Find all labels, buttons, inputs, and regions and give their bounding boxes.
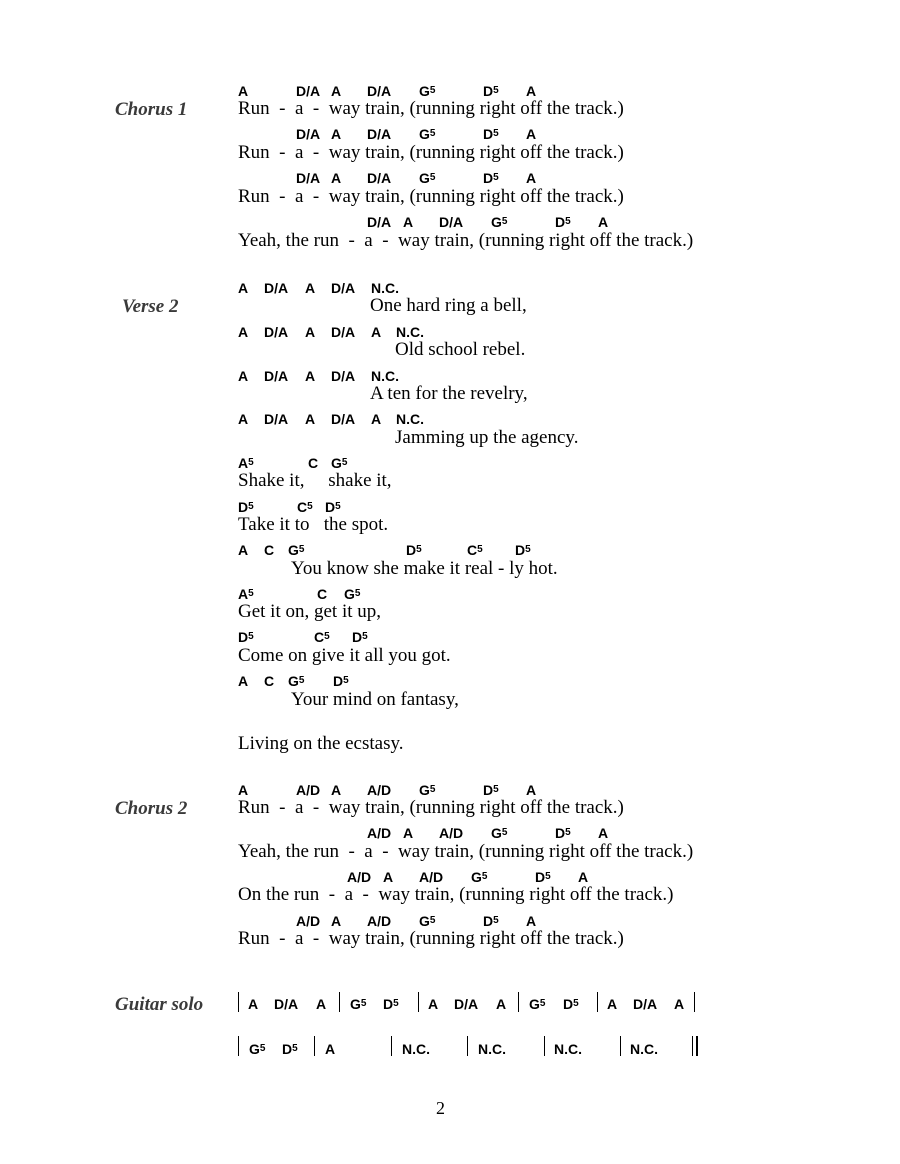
- bar-line: [391, 1036, 392, 1056]
- chord: A: [403, 214, 414, 230]
- chord: D/A: [296, 126, 321, 142]
- chord: $D^5$: [535, 869, 551, 885]
- chord: A/D: [419, 869, 444, 885]
- bar-line: [544, 1036, 545, 1056]
- final-bar-line: [692, 1036, 693, 1056]
- chord: A: [674, 996, 685, 1012]
- lyric-line: Your mind on fantasy,: [291, 689, 459, 710]
- chord: $D^5$: [555, 214, 571, 230]
- lyric-line: Run - a - way train, (running right off the track.): [238, 797, 624, 818]
- chord: D/A: [264, 280, 289, 296]
- bar-line: [418, 992, 419, 1012]
- chord: A: [526, 913, 537, 929]
- chord: A: [248, 996, 259, 1012]
- chord: A: [305, 411, 316, 427]
- chord: $G^5$: [288, 673, 305, 689]
- chord: A/D: [296, 782, 321, 798]
- chord: A: [238, 542, 249, 558]
- bar-line: [238, 1036, 239, 1056]
- lyric-line: Shake it, shake it,: [238, 470, 392, 491]
- chord: A: [316, 996, 327, 1012]
- chord: A: [238, 411, 249, 427]
- chord: $D^5$: [383, 996, 399, 1012]
- chord: $C^5$: [314, 629, 330, 645]
- chord: $D^5$: [515, 542, 531, 558]
- chord: C: [308, 455, 319, 471]
- chord: N.C.: [630, 1041, 658, 1057]
- chord: A: [238, 83, 249, 99]
- section-label-guitar-solo: Guitar solo: [115, 994, 204, 1015]
- chord: $D^5$: [352, 629, 368, 645]
- lyric-line: Run - a - way train, (running right off the track.): [238, 186, 624, 207]
- chord: $D^5$: [325, 499, 341, 515]
- section-label-verse-2: Verse 2: [122, 296, 179, 317]
- chord: A: [526, 83, 537, 99]
- chord: $G^5$: [419, 126, 436, 142]
- chord: D/A: [296, 83, 321, 99]
- chord: A: [238, 280, 249, 296]
- chord: A: [496, 996, 507, 1012]
- chord: $D^5$: [483, 170, 499, 186]
- chord: A/D: [367, 913, 392, 929]
- section-label-chorus-1: Chorus 1: [115, 99, 188, 120]
- lyric-line: Get it on, get it up,: [238, 601, 382, 622]
- chord: $D^5$: [483, 126, 499, 142]
- chord: $D^5$: [483, 782, 499, 798]
- lyric-line: On the run - a - way train, (running right off the track.): [238, 884, 674, 905]
- chord: $G^5$: [491, 214, 508, 230]
- chord: A: [578, 869, 589, 885]
- chord: A: [331, 913, 342, 929]
- chord: N.C.: [554, 1041, 582, 1057]
- chord: $G^5$: [529, 996, 546, 1012]
- chord: D/A: [264, 324, 289, 340]
- chord: $C^5$: [297, 499, 313, 515]
- chord: $D^5$: [333, 673, 349, 689]
- chord: D/A: [296, 170, 321, 186]
- chord: A: [403, 825, 414, 841]
- chord: $G^5$: [249, 1041, 266, 1057]
- chord: A: [598, 214, 609, 230]
- lyric-line: Living on the ecstasy.: [238, 733, 404, 754]
- chord: D/A: [367, 214, 392, 230]
- chord: A: [383, 869, 394, 885]
- lyric-line: One hard ring a bell,: [370, 295, 527, 316]
- lyric-line: Come on give it all you got.: [238, 645, 451, 666]
- chord: N.C.: [478, 1041, 506, 1057]
- chord: A: [607, 996, 618, 1012]
- chord: $G^5$: [288, 542, 305, 558]
- chord: A: [331, 83, 342, 99]
- bar-line: [597, 992, 598, 1012]
- lyric-line: Run - a - way train, (running right off the track.): [238, 928, 624, 949]
- chord: D/A: [633, 996, 658, 1012]
- chord: $D^5$: [238, 629, 254, 645]
- chord: N.C.: [371, 368, 399, 384]
- chord: D/A: [331, 368, 356, 384]
- chord: D/A: [264, 368, 289, 384]
- chord: A: [371, 324, 382, 340]
- chord: A: [238, 368, 249, 384]
- chord: $A^5$: [238, 586, 254, 602]
- lyric-line: Old school rebel.: [395, 339, 526, 360]
- chord: $G^5$: [491, 825, 508, 841]
- chord: $D^5$: [483, 83, 499, 99]
- lyric-line: A ten for the revelry,: [370, 383, 528, 404]
- bar-line: [694, 992, 695, 1012]
- chord: D/A: [331, 411, 356, 427]
- chord: A: [305, 280, 316, 296]
- page-number: 2: [436, 1098, 445, 1118]
- chord: A: [331, 170, 342, 186]
- chord: $G^5$: [344, 586, 361, 602]
- bar-line: [620, 1036, 621, 1056]
- chord: D/A: [264, 411, 289, 427]
- chord: A: [526, 126, 537, 142]
- chord: $G^5$: [419, 83, 436, 99]
- chord: A/D: [347, 869, 372, 885]
- bar-line: [467, 1036, 468, 1056]
- chord: $G^5$: [331, 455, 348, 471]
- chord: $G^5$: [419, 913, 436, 929]
- chord: A/D: [439, 825, 464, 841]
- chord: D/A: [331, 324, 356, 340]
- chord: A/D: [367, 782, 392, 798]
- chord: N.C.: [396, 324, 424, 340]
- chord: A: [526, 170, 537, 186]
- lyric-line: You know she make it real - ly hot.: [291, 558, 558, 579]
- chord: $G^5$: [471, 869, 488, 885]
- bar-line: [339, 992, 340, 1012]
- chord: A: [598, 825, 609, 841]
- bar-line: [238, 992, 239, 1012]
- chord: A/D: [296, 913, 321, 929]
- chord: C: [264, 542, 275, 558]
- chord: A: [325, 1041, 336, 1057]
- chord: C: [317, 586, 328, 602]
- chord: D/A: [367, 170, 392, 186]
- chord: D/A: [274, 996, 299, 1012]
- chord: A: [305, 324, 316, 340]
- chord: $D^5$: [563, 996, 579, 1012]
- chord: $D^5$: [483, 913, 499, 929]
- chord: A: [331, 126, 342, 142]
- chord: D/A: [331, 280, 356, 296]
- bar-line: [314, 1036, 315, 1056]
- chord: $D^5$: [238, 499, 254, 515]
- chord: A: [428, 996, 439, 1012]
- lyric-line: Take it to the spot.: [238, 514, 389, 535]
- chord: A: [238, 673, 249, 689]
- chord: N.C.: [402, 1041, 430, 1057]
- chord: D/A: [439, 214, 464, 230]
- lyric-line: Run - a - way train, (running right off the track.): [238, 98, 624, 119]
- final-bar-line: [696, 1036, 698, 1056]
- chord: D/A: [367, 126, 392, 142]
- chord: A: [526, 782, 537, 798]
- chord: A: [238, 324, 249, 340]
- chord: $G^5$: [419, 782, 436, 798]
- section-label-chorus-2: Chorus 2: [115, 798, 188, 819]
- chord: A: [238, 782, 249, 798]
- chord: $D^5$: [406, 542, 422, 558]
- bar-line: [518, 992, 519, 1012]
- chord: $A^5$: [238, 455, 254, 471]
- lyric-line: Run - a - way train, (running right off the track.): [238, 142, 624, 163]
- lyric-line: Yeah, the run - a - way train, (running right off the track.): [238, 841, 694, 862]
- chord: $C^5$: [467, 542, 483, 558]
- lyric-line: Yeah, the run - a - way train, (running right off the track.): [238, 230, 694, 251]
- chord: A/D: [367, 825, 392, 841]
- chord: C: [264, 673, 275, 689]
- chord: $G^5$: [350, 996, 367, 1012]
- chord: $D^5$: [282, 1041, 298, 1057]
- chord: N.C.: [396, 411, 424, 427]
- chord: A: [371, 411, 382, 427]
- chord: D/A: [367, 83, 392, 99]
- chord: A: [305, 368, 316, 384]
- lyric-line: Jamming up the agency.: [395, 427, 579, 448]
- chord: N.C.: [371, 280, 399, 296]
- chord: D/A: [454, 996, 479, 1012]
- chord: A: [331, 782, 342, 798]
- chord: $D^5$: [555, 825, 571, 841]
- chord: $G^5$: [419, 170, 436, 186]
